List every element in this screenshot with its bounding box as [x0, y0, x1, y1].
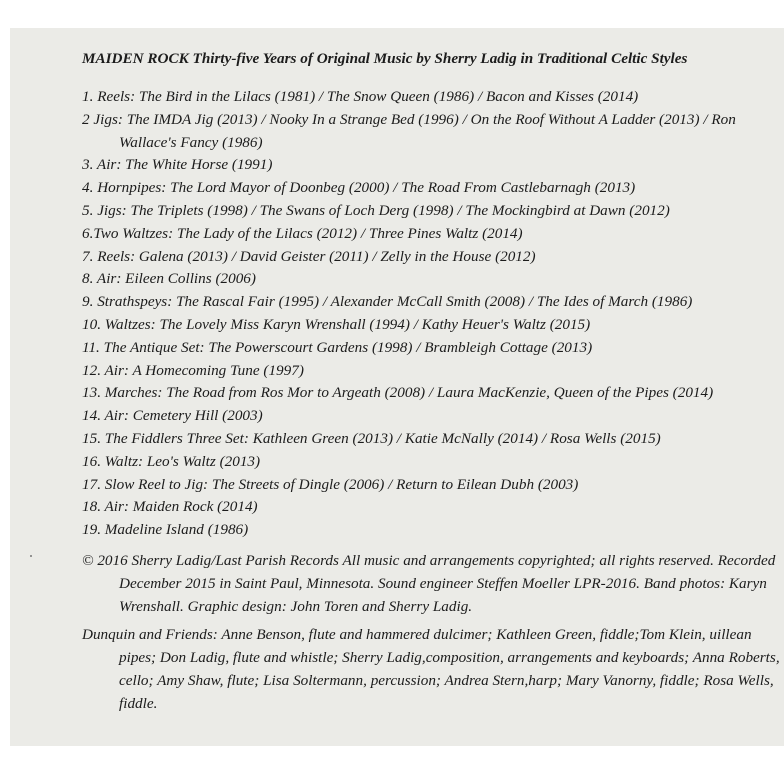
track-item: 12. Air: A Homecoming Tune (1997) — [82, 361, 304, 379]
track-item: 1. Reels: The Bird in the Lilacs (1981) / The Snow Queen (1986) / Bacon and Kisses (2014) — [82, 88, 639, 105]
track-item: 6.Two Waltzes: The Lady of the Lilacs (2012) / Three Pines Waltz (2014) — [82, 224, 523, 242]
liner-notes-sheet — [10, 28, 784, 746]
track-item: 17. Slow Reel to Jig: The Streets of Dingle (2006) / Return to Eilean Dubh (2003) — [82, 475, 579, 493]
track-list — [82, 86, 782, 542]
track-item: 2 Jigs: The IMDA Jig (2013) / Nooky In a Strange Bed (1996) / On the Roof Without A Ladder (2013) / Ron Wallace's Fancy (1986) — [82, 110, 736, 151]
track-item: 19. Madeline Island (1986) — [82, 521, 249, 539]
track-item: 15. The Fiddlers Three Set: Kathleen Green (2013) / Katie McNally (2014) / Rosa Wells (2015) — [82, 429, 661, 447]
track-item: 13. Marches: The Road from Ros Mor to Argeath (2008) / Laura MacKenzie, Queen of the Pipes (2014) — [82, 384, 714, 402]
musician-credits: Dunquin and Friends: Anne Benson, flute and hammered dulcimer; Kathleen Green, fiddle;Tom Klein, uillean pipes; Don Ladig, flute and whistle; Sherry Ladig,composition, arrangements and keyboards; Anna Roberts, cello; Amy Shaw, flute; Lisa Soltermann, percussion; Andrea Stern,harp; Mary Vanorny, fiddle; Rosa Wells, fiddle. — [82, 626, 780, 712]
track-item: 18. Air: Maiden Rock (2014) — [82, 498, 258, 516]
copyright-notice: © 2016 Sherry Ladig/Last Parish Records All music and arrangements copyrighted; all rights reserved. Recorded December 2015 in Saint Paul, Minnesota. Sound engineer Steffen Moeller LPR-2016. Band photos: Karyn Wrenshall. Graphic design: John Toren and Sherry Ladig. — [82, 551, 776, 615]
track-item: 14. Air: Cemetery Hill (2003) — [82, 407, 263, 425]
track-item: 9. Strathspeys: The Rascal Fair (1995) / Alexander McCall Smith (2008) / The Ides of March (1986) — [82, 293, 693, 311]
album-title: MAIDEN ROCK Thirty-five Years of Original Music by Sherry Ladig in Traditional Celtic Styles — [82, 50, 688, 67]
track-item: 16. Waltz: Leo's Waltz (2013) — [82, 452, 261, 470]
track-item: 4. Hornpipes: The Lord Mayor of Doonbeg (2000) / The Road From Castlebarnagh (2013) — [82, 179, 636, 197]
track-item: 3. Air: The White Horse (1991) — [82, 156, 273, 174]
track-item: 7. Reels: Galena (2013) / David Geister (2011) / Zelly in the House (2012) — [82, 247, 536, 265]
track-item: 8. Air: Eileen Collins (2006) — [82, 270, 256, 288]
track-item: 11. The Antique Set: The Powerscourt Gardens (1998) / Brambleigh Cottage (2013) — [82, 338, 593, 356]
track-item: 10. Waltzes: The Lovely Miss Karyn Wrenshall (1994) / Kathy Heuer's Waltz (2015) — [82, 315, 591, 333]
scan-speck — [30, 555, 32, 557]
track-item: 5. Jigs: The Triplets (1998) / The Swans of Loch Derg (1998) / The Mockingbird at Dawn (2012) — [82, 201, 670, 219]
liner-notes-content — [82, 50, 782, 716]
